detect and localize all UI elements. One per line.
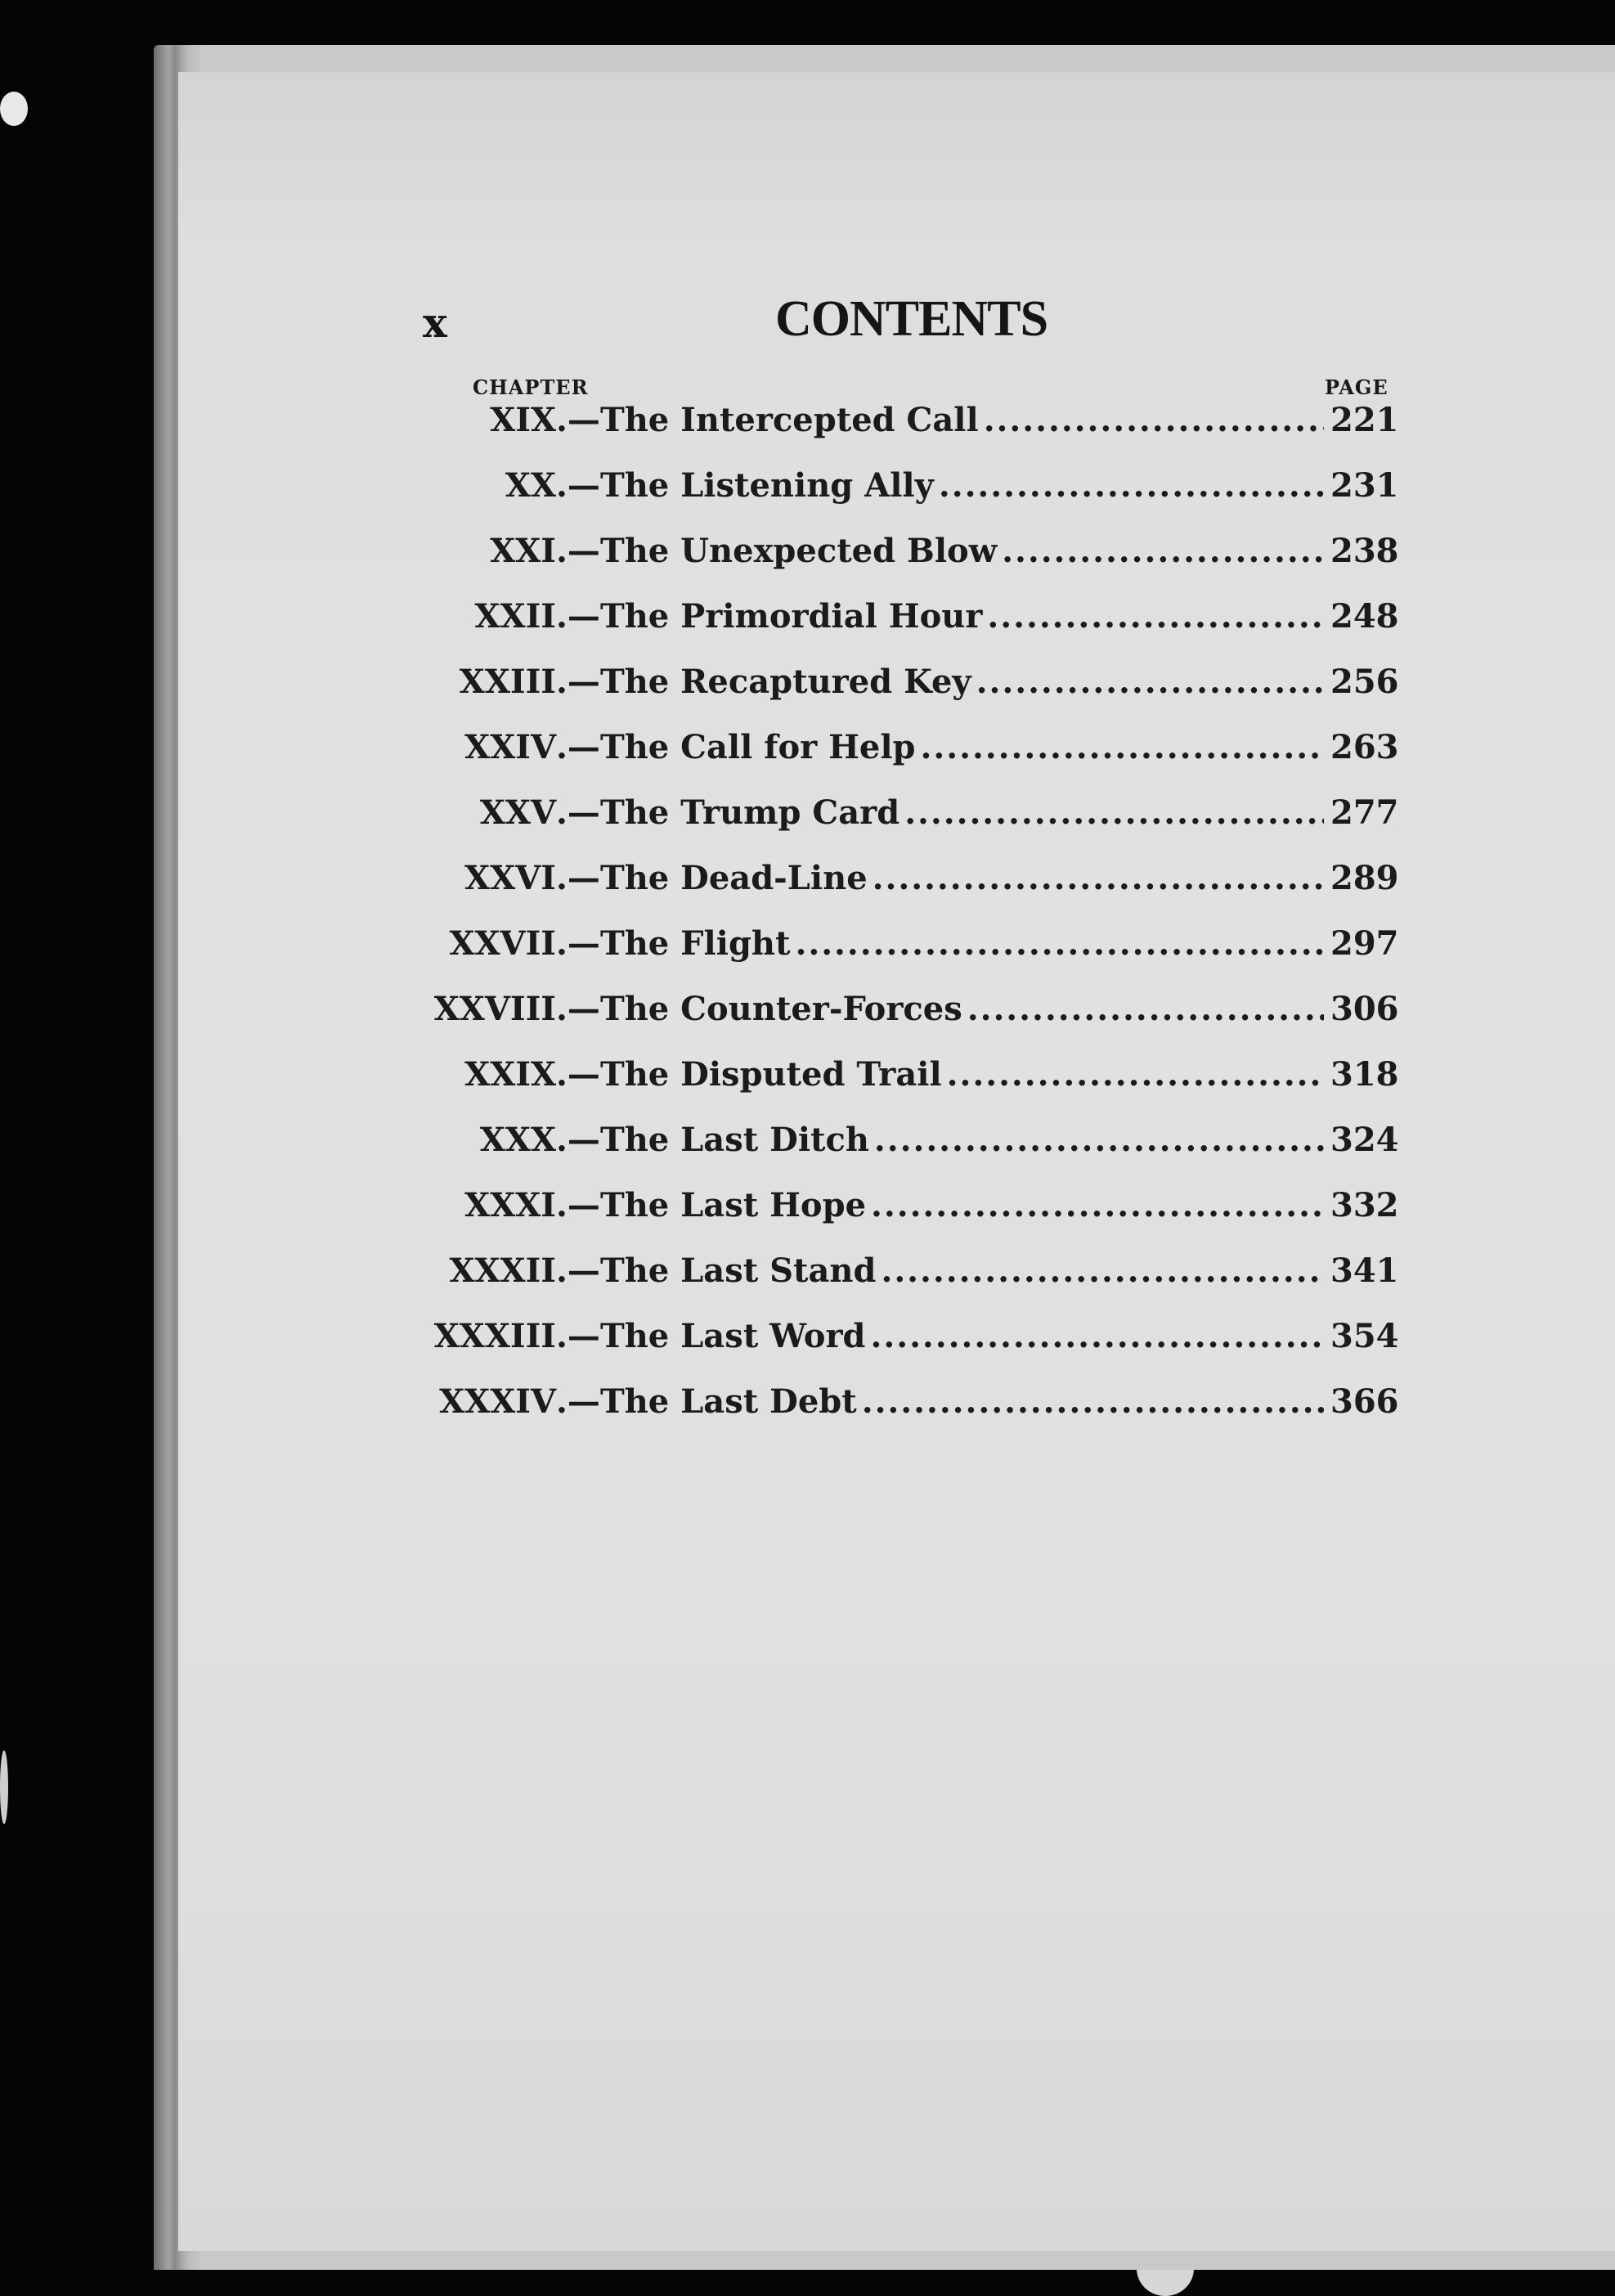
- chapter-number: XXI: [490, 532, 556, 570]
- dot-leader: [967, 990, 1324, 1028]
- dot-leader: [871, 1186, 1324, 1224]
- dot-leader: [1002, 532, 1324, 570]
- chapter-number: XXVIII: [433, 990, 556, 1028]
- page-ref: 306: [1330, 990, 1399, 1028]
- chapter-number: XXXIV: [439, 1382, 556, 1421]
- toc-entry: XXII .— The Primordial Hour . . . 248: [409, 597, 1386, 640]
- chapter-title: The Disputed Trail: [599, 1055, 942, 1094]
- chapter-number: XX: [505, 466, 556, 505]
- dot-leader: [984, 401, 1324, 439]
- chapter-number: XIX: [490, 401, 556, 439]
- chapter-number: XXIV: [464, 728, 556, 766]
- toc-entry: XXXIII .— The Last Word . . . 354: [409, 1317, 1386, 1359]
- toc-entry: XXVIII .— The Counter-Forces . . . 306: [409, 990, 1386, 1032]
- page-ref: 263: [1330, 728, 1399, 766]
- chapter-title: The Flight: [599, 924, 791, 963]
- chapter-title: The Last Word: [599, 1317, 866, 1355]
- dot-leader: [795, 924, 1324, 963]
- toc-entry: XXX .— The Last Ditch . . . 324: [409, 1121, 1386, 1163]
- page-ref: 289: [1330, 859, 1399, 897]
- page-ref: 221: [1330, 401, 1399, 439]
- dot-leader: [871, 1317, 1324, 1355]
- toc-entry: XXVI .— The Dead-Line . . . 289: [409, 859, 1386, 901]
- toc-entry: XXXII .— The Last Stand . . . 341: [409, 1251, 1386, 1294]
- page-ref: 256: [1330, 663, 1399, 701]
- toc-entry: XXV .— The Trump Card . . . 277: [409, 793, 1386, 836]
- chapter-title: The Last Debt: [599, 1382, 857, 1421]
- toc-entry: XX .— The Listening Ally . . . 231: [409, 466, 1386, 509]
- chapter-title: The Listening Ally: [599, 466, 934, 505]
- chapter-title: The Primordial Hour: [599, 597, 983, 636]
- dot-leader: [873, 859, 1324, 897]
- chapter-number: XXXI: [464, 1186, 556, 1224]
- chapter-number: XXII: [474, 597, 556, 636]
- dot-leader: [947, 1055, 1324, 1094]
- dot-leader: [862, 1382, 1324, 1421]
- chapter-number: XXVII: [449, 924, 556, 963]
- dot-leader: [904, 793, 1324, 832]
- chapter-number: XXIX: [464, 1055, 556, 1094]
- page-ref: 231: [1330, 466, 1399, 505]
- page-ref: 297: [1330, 924, 1399, 963]
- page-ref: 354: [1330, 1317, 1399, 1355]
- dot-leader: [939, 466, 1324, 505]
- toc-entry: XXXIV .— The Last Debt . . . 366: [409, 1382, 1386, 1425]
- page-ref: 332: [1330, 1186, 1399, 1224]
- column-header-page: PAGE: [1325, 375, 1388, 399]
- chapter-number: XXXIII: [433, 1317, 556, 1355]
- chapter-title: The Last Stand: [599, 1251, 877, 1290]
- chapter-title: The Trump Card: [599, 793, 900, 832]
- chapter-title: The Recaptured Key: [599, 663, 971, 701]
- chapter-title: The Counter-Forces: [599, 990, 962, 1028]
- dot-leader: [881, 1251, 1324, 1290]
- toc-entry: XXIV .— The Call for Help . . . 263: [409, 728, 1386, 771]
- chapter-number: XXXII: [449, 1251, 556, 1290]
- toc-entry: XXVII .— The Flight . . . 297: [409, 924, 1386, 967]
- chapter-title: The Call for Help: [599, 728, 916, 766]
- page-ref: 318: [1330, 1055, 1399, 1094]
- dot-leader: [987, 597, 1324, 636]
- page-number: x: [423, 299, 447, 347]
- dot-leader: [976, 663, 1324, 701]
- chapter-number: XXVI: [464, 859, 556, 897]
- dot-leader: [921, 728, 1324, 766]
- chapter-title: The Unexpected Blow: [599, 532, 998, 570]
- page-ref: 238: [1330, 532, 1399, 570]
- toc-entry: XXI .— The Unexpected Blow . . . 238: [409, 532, 1386, 574]
- toc-entry: XXIX .— The Disputed Trail . . . 318: [409, 1055, 1386, 1098]
- chapter-number: XXX: [479, 1121, 556, 1159]
- chapter-title: The Intercepted Call: [599, 401, 979, 439]
- dot-leader: [874, 1121, 1324, 1159]
- chapter-number: XXIII: [459, 663, 556, 701]
- chapter-number: XXV: [479, 793, 556, 832]
- page-ref: 277: [1330, 793, 1399, 832]
- toc-entry: XXXI .— The Last Hope . . . 332: [409, 1186, 1386, 1229]
- chapter-title: The Dead-Line: [599, 859, 868, 897]
- chapter-title: The Last Ditch: [599, 1121, 869, 1159]
- column-header-chapter: CHAPTER: [473, 375, 589, 399]
- page-ref: 248: [1330, 597, 1399, 636]
- page-title: CONTENTS: [775, 291, 1048, 347]
- chapter-title: The Last Hope: [599, 1186, 867, 1224]
- page-ref: 366: [1330, 1382, 1399, 1421]
- page-ref: 341: [1330, 1251, 1399, 1290]
- toc-entry: XXIII .— The Recaptured Key . . . 256: [409, 663, 1386, 705]
- toc-entry: XIX .— The Intercepted Call . . . 221: [409, 401, 1386, 443]
- page-ref: 324: [1330, 1121, 1399, 1159]
